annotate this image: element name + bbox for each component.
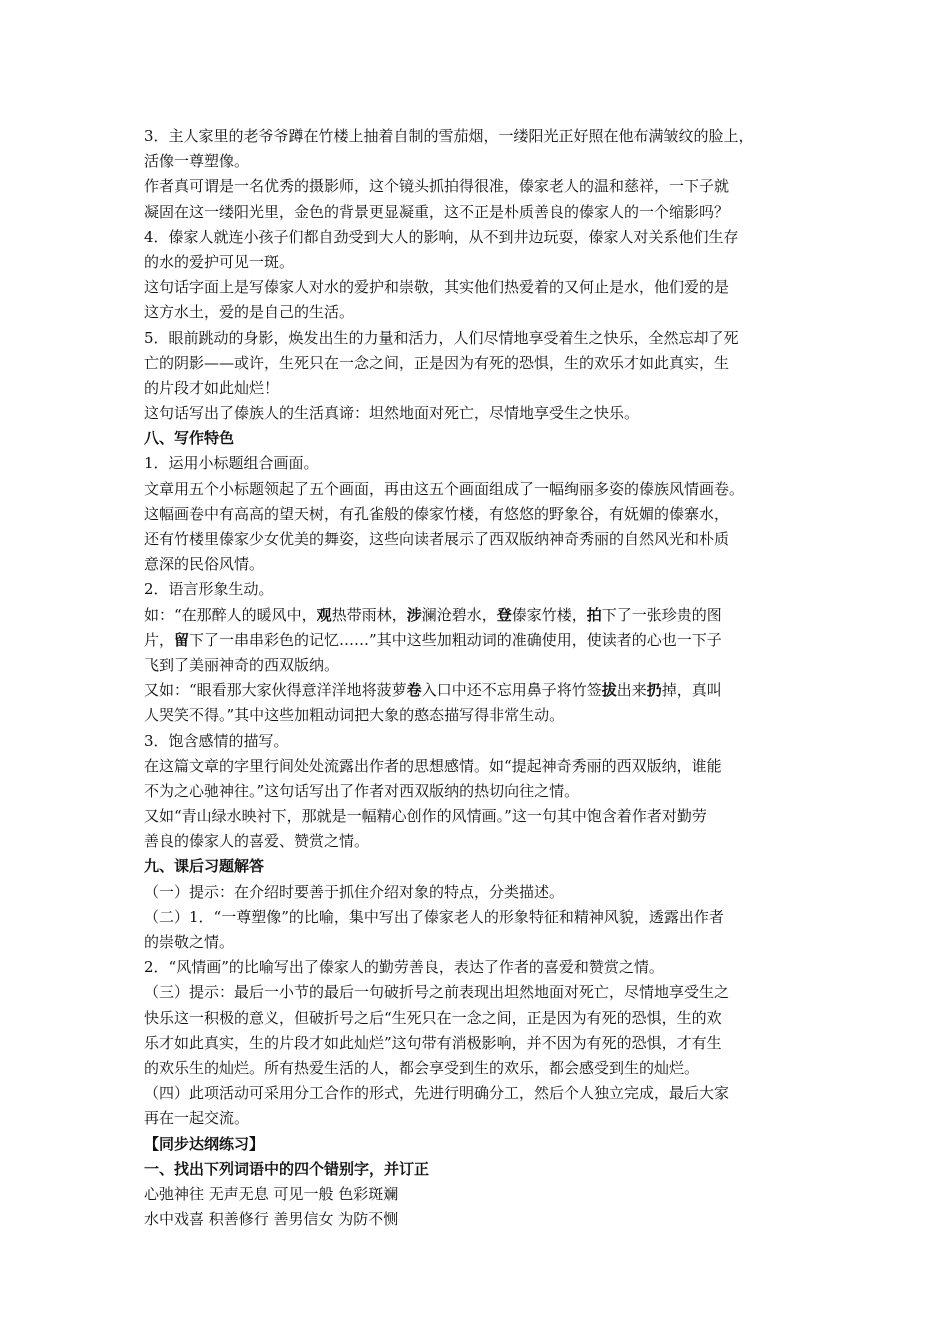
section-heading: 九、课后习题解答 [144, 857, 265, 876]
bold-verb: 涉 [406, 605, 422, 624]
text-line [144, 1081, 834, 1106]
text-segment: 2．语言形象生动。 [144, 580, 274, 599]
text-segment: 热带雨林， [331, 605, 407, 624]
text-segment: 凝固在这一缕阳光里，金色的背景更显凝重，这不正是朴质善良的傣家人的一个缩影吗？ [144, 202, 730, 221]
text-segment: 入口中还不忘用鼻子将竹签 [421, 681, 602, 700]
text-line [144, 703, 834, 728]
text-segment: 这句话字面上是写傣家人对水的爱护和崇敬，其实他们热爱着的又何止是水，他们爱的是 [144, 278, 730, 297]
text-line [144, 426, 834, 451]
text-segment: 意深的民俗风情。 [144, 555, 265, 574]
text-segment: （一）提示：在介绍时要善于抓住介绍对象的特点，分类描述。 [144, 882, 565, 901]
text-line [144, 351, 834, 376]
text-line [144, 1056, 834, 1081]
text-segment: 不为之心驰神往。”这句话写出了作者对西双版纳的热切向往之情。 [144, 781, 580, 800]
text-line [144, 502, 834, 527]
text-line [144, 451, 834, 476]
text-line [144, 829, 834, 854]
section-heading: 【同步达纲练习】 [144, 1134, 265, 1153]
text-line [144, 880, 834, 905]
text-segment: 3．主人家里的老爷爷蹲在竹楼上抽着自制的雪茄烟，一缕阳光正好照在他布满皱纹的脸上， [144, 127, 754, 145]
text-line [144, 326, 834, 351]
text-line [144, 149, 834, 174]
section-heading: 一、找出下列词语中的四个错别字，并订正 [144, 1159, 430, 1178]
text-segment: 片， [144, 630, 175, 649]
text-line [144, 729, 834, 754]
text-segment: 澜沧碧水， [421, 605, 497, 624]
text-segment: 掉，真叫 [661, 681, 722, 700]
text-line [144, 955, 834, 980]
text-segment: 善良的傣家人的喜爱、赞赏之情。 [144, 832, 370, 851]
text-segment: 文章用五个小标题领起了五个画面，再由这五个画面组成了一幅绚丽多姿的傣族风情画卷。 [144, 479, 745, 498]
text-line [144, 804, 834, 829]
text-segment: （四）此项活动可采用分工合作的形式，先进行明确分工，然后个人独立完成，最后大家 [144, 1084, 730, 1103]
text-segment: 这方水土，爱的是自己的生活。 [144, 303, 355, 322]
text-segment: 快乐这一积极的意义，但破折号之后“生死只在一念之间，正是因为有死的恐惧，生的欢 [144, 1008, 722, 1027]
text-line [144, 577, 834, 602]
text-segment: 4．傣家人就连小孩子们都自劲受到大人的影响，从不到井边玩耍，傣家人对关系他们生存 [144, 227, 739, 246]
text-line [144, 275, 834, 300]
bold-verb: 扔 [646, 681, 662, 700]
text-line [144, 401, 834, 426]
text-line [144, 678, 834, 703]
text-segment: 的水的爱护可见一斑。 [144, 252, 295, 271]
text-segment: 傣家竹楼， [511, 605, 587, 624]
text-line [144, 527, 834, 552]
text-line [144, 1132, 834, 1157]
text-segment: 再在一起交流。 [144, 1109, 250, 1128]
text-segment: 的崇敬之情。 [144, 933, 235, 951]
text-segment: （二）1．“一尊塑像”的比喻，集中写出了傣家老人的形象特征和精神风貌，透露出作者 [144, 907, 724, 926]
text-segment: 的片段才如此灿烂！ [144, 378, 280, 397]
text-segment: 水中戏喜 积善修行 善男信女 为防不恻 [144, 1210, 399, 1229]
text-segment: 这句话写出了傣族人的生活真谛：坦然地面对死亡，尽情地享受生之快乐。 [144, 404, 640, 423]
text-segment: 5．眼前跳动的身影，焕发出生的力量和活力，人们尽情地享受着生之快乐，全然忘却了死 [144, 328, 739, 347]
bold-verb: 登 [496, 605, 512, 624]
text-line [144, 779, 834, 804]
bold-verb: 拍 [586, 605, 602, 624]
text-segment: 2．“风情画”的比喻写出了傣家人的勤劳善良，表达了作者的喜爱和赞赏之情。 [144, 958, 664, 977]
text-line [144, 854, 834, 879]
text-line [144, 930, 834, 955]
text-segment: 亡的阴影——或许，生死只在一念之间，正是因为有死的恐惧，生的欢乐才如此真实，生 [144, 353, 730, 372]
text-segment: 又如“青山绿水映衬下，那就是一幅精心创作的风情画。”这一句其中饱含着作者对勤劳 [144, 807, 707, 826]
text-segment: 的欢乐生的灿烂。所有热爱生活的人，都会享受到生的欢乐，都会感受到生的灿烂。 [144, 1058, 700, 1077]
text-line [144, 905, 834, 930]
text-segment: 如：“在那醉人的暖风中， [144, 605, 317, 624]
text-segment: 下了一张珍贵的图 [601, 605, 722, 624]
text-segment: 下了一串串彩色的记忆……”其中这些加粗动词的准确使用，使读者的心也一下子 [189, 630, 722, 649]
text-line [144, 1006, 834, 1031]
text-line [144, 477, 834, 502]
text-segment: 作者真可谓是一名优秀的摄影师，这个镜头抓拍得很准，傣家老人的温和慈祥，一下子就 [144, 177, 730, 196]
text-line [144, 603, 834, 628]
document-page [144, 124, 834, 1232]
text-line [144, 1106, 834, 1131]
text-line [144, 552, 834, 577]
text-segment: 3．饱含感情的描写。 [144, 731, 289, 750]
text-segment: 这幅画卷中有高高的望天树，有孔雀般的傣家竹楼，有悠悠的野象谷，有妩媚的傣寨水， [144, 504, 730, 523]
text-segment: 飞到了美丽神奇的西双版纳。 [144, 655, 340, 674]
text-segment: 在这篇文章的字里行间处处流露出作者的思想感情。如“提起神奇秀丽的西双版纳，谁能 [144, 756, 722, 775]
text-line [144, 1157, 834, 1182]
text-line [144, 376, 834, 401]
text-segment: 活像一尊塑像。 [144, 152, 250, 171]
bold-verb: 拔 [601, 681, 617, 700]
text-line [144, 980, 834, 1005]
text-line [144, 1207, 834, 1232]
text-segment: 出来 [616, 681, 647, 700]
section-heading: 八、写作特色 [144, 429, 235, 448]
text-segment: 1．运用小标题组合画面。 [144, 454, 319, 473]
text-segment: 还有竹楼里傣家少女优美的舞姿，这些向读者展示了西双版纳神奇秀丽的自然风光和朴质 [144, 530, 730, 548]
text-segment: （三）提示：最后一小节的最后一句破折号之前表现出坦然地面对死亡，尽情地享受生之 [144, 983, 730, 1002]
bold-verb: 观 [316, 605, 332, 624]
text-segment: 心弛神往 无声无息 可见一般 色彩斑斓 [144, 1184, 399, 1203]
bold-verb: 卷 [406, 681, 422, 700]
text-line [144, 174, 834, 199]
text-line [144, 628, 834, 653]
text-line [144, 1182, 834, 1207]
text-line [144, 250, 834, 275]
bold-verb: 留 [174, 630, 190, 649]
text-segment: 乐才如此真实，生的片段才如此灿烂”这句带有消极影响，并不因为有死的恐惧，才有生 [144, 1033, 722, 1052]
text-line [144, 300, 834, 325]
text-segment: 又如：“眼看那大家伙得意洋洋地将菠萝 [144, 681, 407, 700]
text-line [144, 200, 834, 225]
text-line [144, 1031, 834, 1056]
text-line [144, 653, 834, 678]
text-line [144, 124, 834, 149]
text-line [144, 225, 834, 250]
text-segment: 人哭笑不得。”其中这些加粗动词把大象的憨态描写得非常生动。 [144, 706, 565, 725]
text-line [144, 754, 834, 779]
